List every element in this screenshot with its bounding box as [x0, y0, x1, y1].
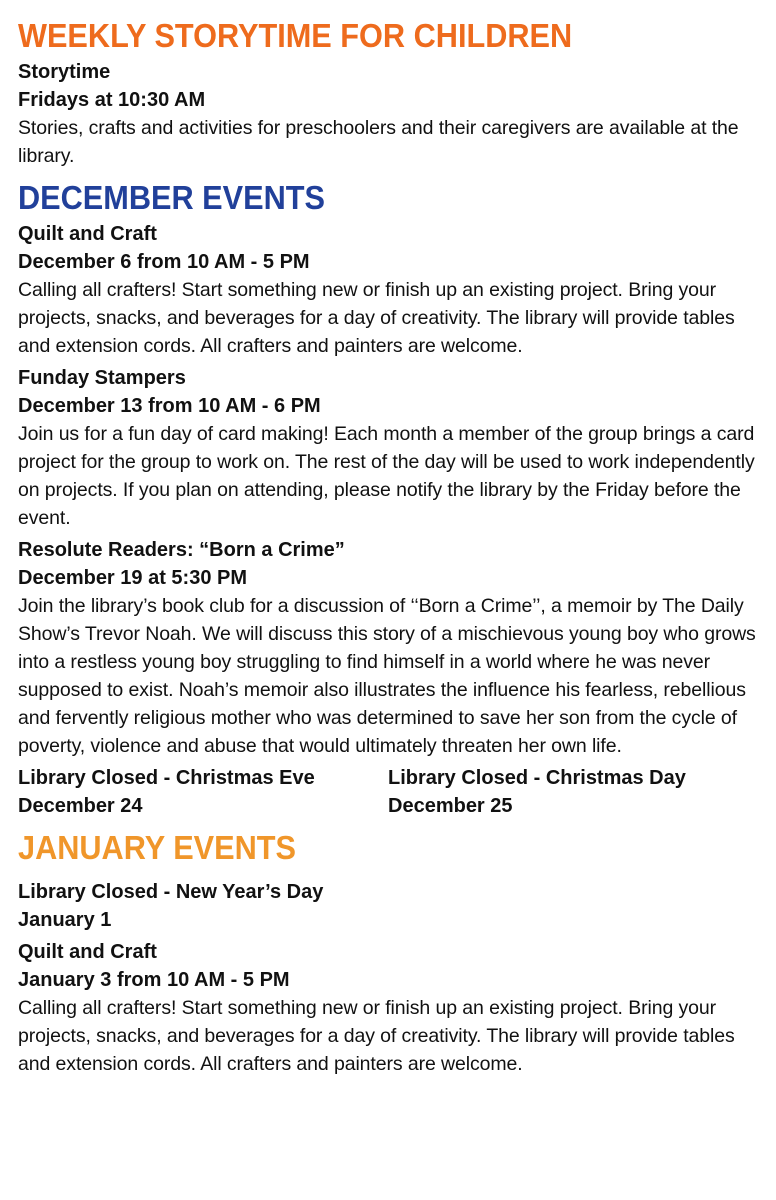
event-description: Join the library’s book club for a discussion of ‘‘Born a Crime’’, a memoir by The Daily Show’s Trevor Noah. We will discuss this story of a mischievous young boy who grows into a restless young boy struggling to find himself in a world where he was never supposed to exist. Noah’s memoir also illustrates the influence his fearless, rebellious and fervently religious mother who was determined to save her son from the cycle of poverty, violence and abuse that would ultimately threaten her own life. — [18, 595, 756, 757]
closure-date: December 25 — [388, 795, 513, 817]
event-title: Funday Stampers — [18, 367, 186, 389]
event-date: Fridays at 10:30 AM — [18, 89, 206, 111]
event-title: Storytime — [18, 61, 111, 83]
closure-title: Library Closed - Christmas Day — [388, 767, 686, 789]
event-resolute-readers — [18, 536, 758, 760]
event-date: December 13 from 10 AM - 6 PM — [18, 395, 321, 417]
event-funday-stampers — [18, 364, 758, 532]
closure-title: Library Closed - New Year’s Day — [18, 881, 324, 903]
event-date: December 19 at 5:30 PM — [18, 567, 248, 589]
event-description: Stories, crafts and activities for preschoolers and their caregivers are available at the library. — [18, 117, 739, 167]
closure-title: Library Closed - Christmas Eve — [18, 767, 315, 789]
event-title: Quilt and Craft — [18, 941, 157, 963]
event-title: Resolute Readers: “Born a Crime” — [18, 539, 345, 561]
closure-christmas-eve — [18, 764, 388, 820]
event-description: Calling all crafters! Start something new or finish up an existing project. Bring your projects, snacks, and beverages for a day of creativity. The library will provide tables and extension cords. All crafters and painters are welcome. — [18, 279, 735, 357]
closure-date: January 1 — [18, 909, 112, 931]
closure-date: December 24 — [18, 795, 143, 817]
event-storytime — [18, 58, 758, 170]
january-heading: JANUARY EVENTS — [18, 829, 296, 866]
event-description: Calling all crafters! Start something new or finish up an existing project. Bring your projects, snacks, and beverages for a day of creativity. The library will provide tables and extension cords. All crafters and painters are welcome. — [18, 997, 735, 1075]
event-quilt-and-craft-january — [18, 938, 758, 1078]
december-closures — [18, 764, 758, 820]
event-date: December 6 from 10 AM - 5 PM — [18, 251, 310, 273]
closure-christmas-day — [388, 764, 758, 820]
storytime-heading: WEEKLY STORYTIME FOR CHILDREN — [18, 17, 573, 54]
event-quilt-and-craft-december — [18, 220, 758, 360]
closure-new-years-day — [18, 878, 758, 934]
december-heading: DECEMBER EVENTS — [18, 179, 325, 216]
event-description: Join us for a fun day of card making! Each month a member of the group brings a card project for the group to work on. The rest of the day will be used to work independently on projects. If you plan on attending, please notify the library by the Friday before the event. — [18, 423, 755, 529]
event-title: Quilt and Craft — [18, 223, 157, 245]
event-date: January 3 from 10 AM - 5 PM — [18, 969, 290, 991]
